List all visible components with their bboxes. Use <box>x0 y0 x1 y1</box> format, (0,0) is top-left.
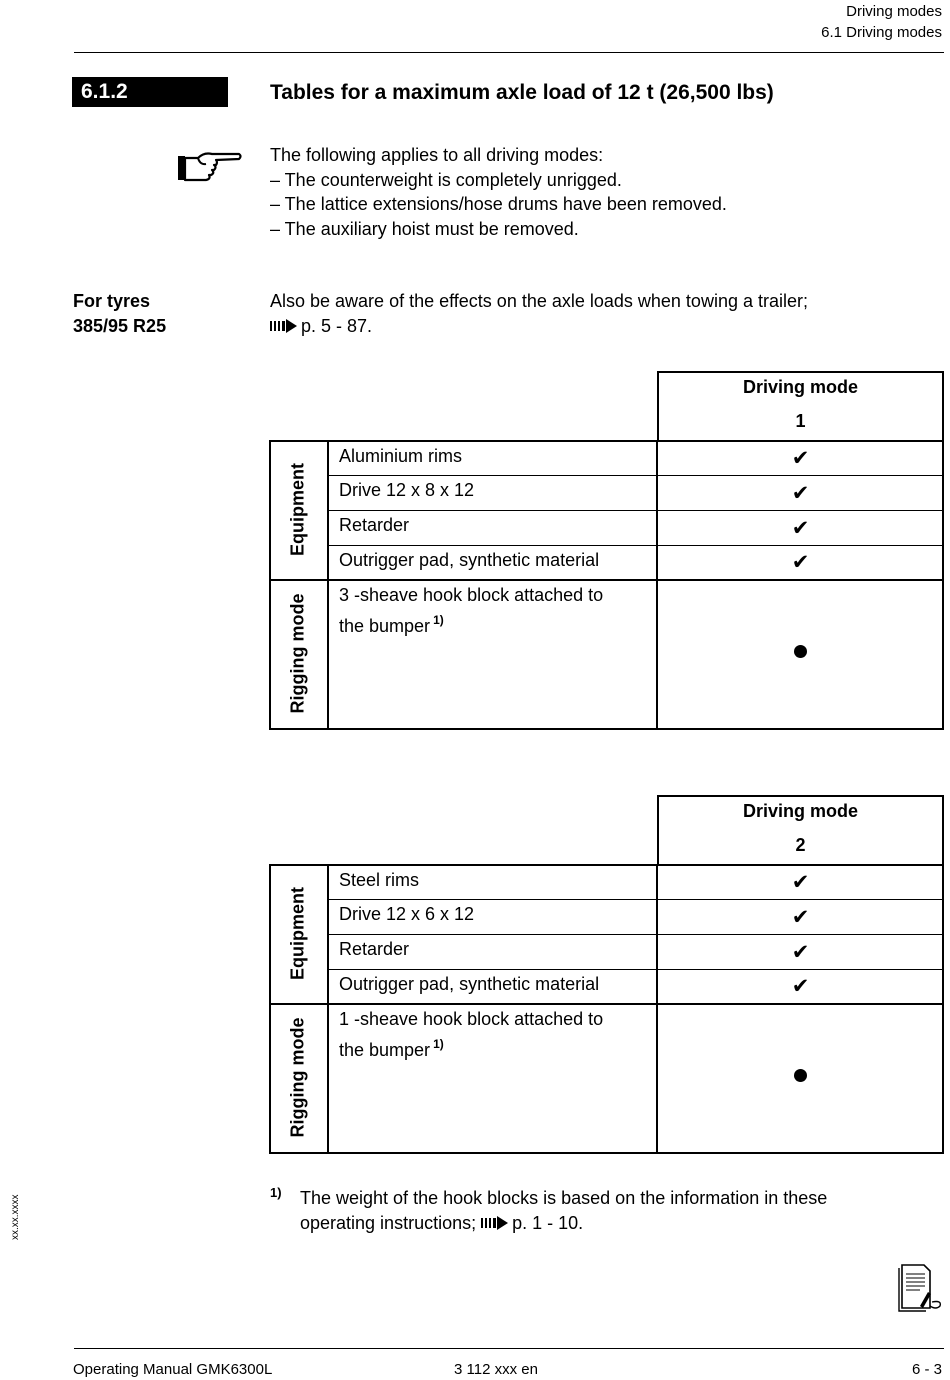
rigging-row <box>339 583 603 638</box>
footnote-line2 <box>300 1211 827 1237</box>
footer-manual-title: Operating Manual GMK6300L <box>73 1361 273 1378</box>
note-item: – The auxiliary hoist must be removed. <box>270 218 579 239</box>
table-row: Drive 12 x 8 x 12 <box>339 480 475 500</box>
rigging-row-line2: the bumper <box>339 1039 431 1060</box>
row-divider <box>327 934 944 935</box>
check-icon: ✔ <box>791 871 810 894</box>
rigging-group-label: Rigging mode <box>287 1017 308 1138</box>
row-divider <box>327 969 944 970</box>
table-row: Retarder <box>339 939 410 959</box>
driving-mode-header <box>657 795 944 866</box>
column-divider <box>327 864 329 1154</box>
table-row: Outrigger pad, synthetic material <box>339 974 600 994</box>
driving-mode-header-label: Driving mode <box>742 377 858 397</box>
footer-rule <box>74 1348 944 1349</box>
rigging-group-label: Rigging mode <box>287 593 308 714</box>
tyres-text <box>270 289 808 339</box>
reference-arrow-icon <box>270 315 297 340</box>
note-text <box>270 143 727 241</box>
section-number: 6.1.2 <box>72 77 228 107</box>
group-divider <box>269 1003 944 1005</box>
table-row: Outrigger pad, synthetic material <box>339 550 600 570</box>
footnote-line2-text: operating instructions; <box>300 1212 477 1233</box>
footnote-ref: 1) <box>433 612 444 627</box>
check-icon: ✔ <box>791 482 810 505</box>
driving-mode-number: 2 <box>795 835 806 855</box>
table-row: Steel rims <box>339 870 420 890</box>
check-icon: ✔ <box>791 941 810 964</box>
table-row: Drive 12 x 6 x 12 <box>339 904 475 924</box>
rigging-row-line1: 1 -sheave hook block attached to <box>339 1009 604 1029</box>
driving-mode-table-1 <box>269 371 944 731</box>
footnote-text <box>300 1186 827 1236</box>
row-divider <box>327 899 944 900</box>
tyres-label-line2: 385/95 R25 <box>73 315 167 336</box>
equipment-group-label: Equipment <box>287 887 308 980</box>
header-chapter: Driving modes <box>846 3 942 20</box>
rigging-row-line1: 3 -sheave hook block attached to <box>339 585 604 605</box>
filled-dot-icon <box>794 645 807 658</box>
equipment-group-label: Equipment <box>287 463 308 556</box>
check-icon: ✔ <box>791 906 810 929</box>
check-icon: ✔ <box>791 975 810 998</box>
rigging-row <box>339 1007 603 1062</box>
header-rule <box>74 52 944 53</box>
driving-mode-number: 1 <box>795 411 806 431</box>
footnote-ref: 1) <box>433 1036 444 1051</box>
driving-mode-header-label: Driving mode <box>742 801 858 821</box>
driving-mode-table-2 <box>269 795 944 1155</box>
header-section: 6.1 Driving modes <box>821 24 942 41</box>
rigging-row-line2: the bumper <box>339 615 431 636</box>
pointing-hand-icon <box>176 148 244 186</box>
note-item: – The counterweight is completely unrigged. <box>270 169 622 190</box>
tyres-label <box>73 289 166 338</box>
footer-document-number: 3 112 xxx en <box>454 1361 538 1378</box>
footnote-number: 1) <box>270 1185 282 1200</box>
footnote-line1: The weight of the hook blocks is based on the information in these <box>300 1188 828 1208</box>
table-row: Retarder <box>339 515 410 535</box>
tyres-text-line1: Also be aware of the effects on the axle loads when towing a trailer; <box>270 291 808 311</box>
tyres-text-line2 <box>270 314 808 340</box>
check-icon: ✔ <box>791 551 810 574</box>
check-icon: ✔ <box>791 517 810 540</box>
row-divider <box>327 510 944 511</box>
footer-page-number: 6 - 3 <box>911 1361 942 1378</box>
column-divider <box>327 440 329 730</box>
side-code: xx.xx.xxxx <box>10 1194 21 1240</box>
section-title: Tables for a maximum axle load of 12 t (26,500 lbs) <box>270 81 774 104</box>
footnote-reference-link[interactable]: p. 1 - 10. <box>512 1212 584 1233</box>
filled-dot-icon <box>794 1069 807 1082</box>
tyres-label-line1: For tyres <box>73 291 151 311</box>
driving-mode-header <box>657 371 944 442</box>
check-icon: ✔ <box>791 447 810 470</box>
group-divider <box>269 579 944 581</box>
row-divider <box>327 545 944 546</box>
table-row: Aluminium rims <box>339 446 463 466</box>
note-item: – The lattice extensions/hose drums have been removed. <box>270 194 727 214</box>
note-intro: The following applies to all driving modes: <box>270 145 604 165</box>
tyres-reference-link[interactable]: p. 5 - 87. <box>301 315 373 336</box>
reference-arrow-icon <box>481 1212 508 1237</box>
running-header <box>821 1 942 43</box>
manual-icon <box>896 1262 944 1314</box>
row-divider <box>327 475 944 476</box>
